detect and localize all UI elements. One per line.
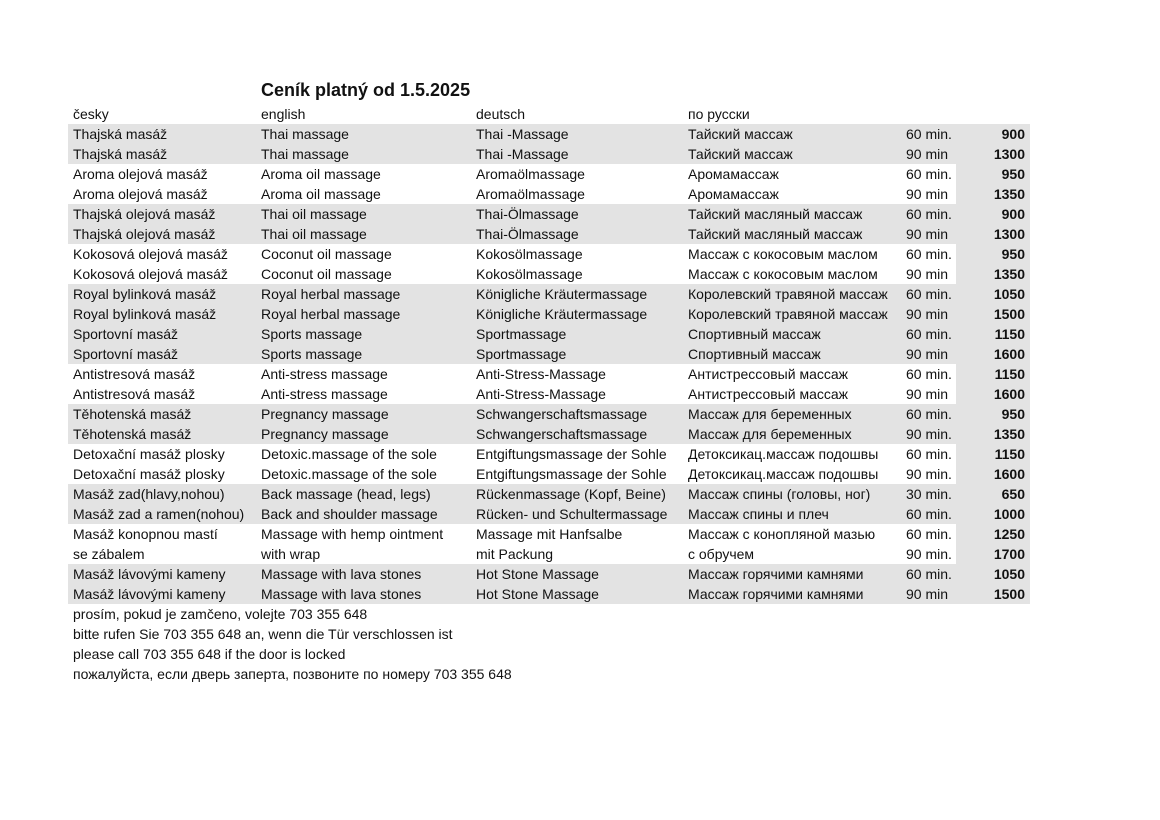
czech-name-cell: Sportovní masáž [73, 326, 179, 342]
russian-name-cell: Массаж с кокосовым маслом [688, 246, 878, 262]
russian-name-cell: Детоксикац.массаж подошвы [688, 466, 879, 482]
czech-name-cell: Kokosová olejová masáž [73, 266, 228, 282]
table-row [68, 304, 1030, 324]
english-name-cell: Pregnancy massage [261, 426, 389, 442]
english-name-cell: Massage with lava stones [261, 566, 422, 582]
table-row [68, 244, 1030, 264]
price-cell: 1350 [993, 426, 1025, 442]
german-name-cell: Kokosölmassage [476, 246, 583, 262]
price-cell: 1300 [993, 146, 1025, 162]
header-german: deutsch [476, 106, 526, 122]
price-cell: 1600 [993, 386, 1025, 402]
table-row [68, 364, 1030, 384]
duration-cell: 60 min. [906, 506, 952, 522]
czech-name-cell: Detoxační masáž plosky [73, 466, 225, 482]
duration-cell: 60 min. [906, 566, 952, 582]
duration-cell: 60 min. [906, 446, 952, 462]
duration-cell: 60 min. [906, 366, 952, 382]
price-cell: 950 [1001, 246, 1025, 262]
german-name-cell: mit Packung [476, 546, 554, 562]
table-row [68, 424, 1030, 444]
price-cell: 1150 [994, 446, 1025, 462]
czech-name-cell: Aroma olejová masáž [73, 166, 208, 182]
price-cell: 1350 [993, 186, 1025, 202]
price-cell: 1300 [993, 226, 1025, 242]
column-headers [68, 104, 1030, 124]
german-name-cell: Hot Stone Massage [476, 586, 599, 602]
price-cell: 900 [1001, 126, 1025, 142]
russian-name-cell: Тайский массаж [688, 126, 793, 142]
duration-cell: 60 min. [906, 166, 952, 182]
german-name-cell: Entgiftungsmassage der Sohle [476, 446, 667, 462]
czech-name-cell: Royal bylinková masáž [73, 306, 217, 322]
duration-cell: 60 min. [906, 326, 952, 342]
english-name-cell: Massage with lava stones [261, 586, 422, 602]
russian-name-cell: Аромамассаж [688, 166, 779, 182]
table-row [68, 584, 1030, 604]
english-name-cell: Anti-stress massage [261, 386, 388, 402]
russian-name-cell: Массаж для беременных [688, 406, 852, 422]
english-name-cell: Thai oil massage [261, 206, 367, 222]
czech-name-cell: Thajská masáž [73, 126, 168, 142]
russian-name-cell: Антистрессовый массаж [688, 386, 849, 402]
czech-name-cell: Aroma olejová masáž [73, 186, 208, 202]
duration-cell: 60 min. [906, 406, 952, 422]
duration-cell: 60 min. [906, 126, 952, 142]
german-name-cell: Hot Stone Massage [476, 566, 599, 582]
czech-name-cell: Sportovní masáž [73, 346, 179, 362]
duration-cell: 90 min [906, 306, 949, 322]
german-name-cell: Anti-Stress-Massage [476, 366, 606, 382]
czech-name-cell: Masáž konopnou mastí [73, 526, 218, 542]
price-cell: 1350 [993, 266, 1025, 282]
russian-name-cell: Аромамассаж [688, 186, 779, 202]
german-name-cell: Thai-Ölmassage [476, 206, 579, 222]
russian-name-cell: Тайский массаж [688, 146, 793, 162]
german-name-cell: Rückenmassage (Kopf, Beine) [476, 486, 666, 502]
table-row [68, 264, 1030, 284]
duration-cell: 90 min [906, 346, 949, 362]
czech-name-cell: Těhotenská masáž [73, 426, 192, 442]
duration-cell: 90 min [906, 186, 949, 202]
price-cell: 1500 [993, 586, 1025, 602]
table-row [68, 124, 1030, 144]
table-row [68, 524, 1030, 544]
german-name-cell: Thai-Ölmassage [476, 226, 579, 242]
page-title: Ceník platný od 1.5.2025 [261, 80, 471, 100]
price-cell: 1600 [993, 346, 1025, 362]
german-name-cell: Entgiftungsmassage der Sohle [476, 466, 667, 482]
english-name-cell: Aroma oil massage [261, 166, 381, 182]
english-name-cell: with wrap [261, 546, 321, 562]
czech-name-cell: Thajská masáž [73, 146, 168, 162]
german-name-cell: Schwangerschaftsmassage [476, 426, 648, 442]
duration-cell: 60 min. [906, 286, 952, 302]
czech-name-cell: Thajská olejová masáž [73, 206, 216, 222]
table-row [68, 144, 1030, 164]
german-name-cell: Thai -Massage [476, 146, 569, 162]
table-row [68, 224, 1030, 244]
russian-name-cell: с обручем [688, 546, 755, 562]
russian-name-cell: Королевский травяной массаж [688, 286, 888, 302]
german-name-cell: Aromaölmassage [476, 186, 585, 202]
english-name-cell: Anti-stress massage [261, 366, 388, 382]
note-line: please call 703 355 648 if the door is locked [73, 646, 346, 662]
table-row [68, 544, 1030, 564]
russian-name-cell: Массаж для беременных [688, 426, 852, 442]
english-name-cell: Massage with hemp ointment [261, 526, 444, 542]
russian-name-cell: Королевский травяной массаж [688, 306, 888, 322]
english-name-cell: Back and shoulder massage [261, 506, 438, 522]
russian-name-cell: Массаж с конопляной мазью [688, 526, 876, 542]
duration-cell: 90 min. [906, 426, 952, 442]
russian-name-cell: Детоксикац.массаж подошвы [688, 446, 879, 462]
price-cell: 1150 [994, 326, 1025, 342]
german-name-cell: Schwangerschaftsmassage [476, 406, 648, 422]
czech-name-cell: Kokosová olejová masáž [73, 246, 228, 262]
note-line: пожалуйста, если дверь заперта, позвоните по номеру 703 355 648 [73, 666, 512, 682]
duration-cell: 90 min [906, 146, 949, 162]
czech-name-cell: Masáž lávovými kameny [73, 566, 226, 582]
german-name-cell: Anti-Stress-Massage [476, 386, 606, 402]
table-row [68, 384, 1030, 404]
english-name-cell: Thai massage [261, 126, 349, 142]
table-row [68, 204, 1030, 224]
english-name-cell: Thai oil massage [261, 226, 367, 242]
english-name-cell: Sports massage [261, 346, 363, 362]
english-name-cell: Coconut oil massage [261, 246, 392, 262]
table-row [68, 464, 1030, 484]
czech-name-cell: se zábalem [73, 546, 145, 562]
english-name-cell: Pregnancy massage [261, 406, 389, 422]
russian-name-cell: Массаж спины (головы, ног) [688, 486, 871, 502]
duration-cell: 30 min. [906, 486, 952, 502]
price-cell: 1050 [993, 566, 1025, 582]
price-cell: 1500 [993, 306, 1025, 322]
russian-name-cell: Массаж с кокосовым маслом [688, 266, 878, 282]
czech-name-cell: Masáž lávovými kameny [73, 586, 226, 602]
english-name-cell: Sports massage [261, 326, 363, 342]
price-cell: 1150 [994, 366, 1025, 382]
english-name-cell: Aroma oil massage [261, 186, 381, 202]
german-name-cell: Rücken- und Schultermassage [476, 506, 668, 522]
german-name-cell: Sportmassage [476, 326, 567, 342]
note-line: bitte rufen Sie 703 355 648 an, wenn die Tür verschlossen ist [73, 626, 453, 642]
price-cell: 1600 [993, 466, 1025, 482]
price-cell: 1250 [993, 526, 1025, 542]
russian-name-cell: Тайский масляный массаж [688, 226, 863, 242]
duration-cell: 90 min [906, 226, 949, 242]
duration-cell: 60 min. [906, 206, 952, 222]
russian-name-cell: Массаж спины и плеч [688, 506, 829, 522]
czech-name-cell: Těhotenská masáž [73, 406, 192, 422]
german-name-cell: Aromaölmassage [476, 166, 585, 182]
russian-name-cell: Антистрессовый массаж [688, 366, 849, 382]
table-row [68, 484, 1030, 504]
german-name-cell: Thai -Massage [476, 126, 569, 142]
english-name-cell: Coconut oil massage [261, 266, 392, 282]
russian-name-cell: Тайский масляный массаж [688, 206, 863, 222]
table-row [68, 284, 1030, 304]
german-name-cell: Kokosölmassage [476, 266, 583, 282]
czech-name-cell: Thajská olejová masáž [73, 226, 216, 242]
price-cell: 650 [1001, 486, 1025, 502]
german-name-cell: Sportmassage [476, 346, 567, 362]
table-row [68, 164, 1030, 184]
duration-cell: 90 min [906, 266, 949, 282]
english-name-cell: Detoxic.massage of the sole [261, 466, 437, 482]
note-line: prosím, pokud je zamčeno, volejte 703 355 648 [73, 606, 368, 622]
czech-name-cell: Antistresová masáž [73, 366, 196, 382]
table-row [68, 504, 1030, 524]
duration-cell: 60 min. [906, 246, 952, 262]
german-name-cell: Königliche Kräutermassage [476, 286, 648, 302]
table-row [68, 184, 1030, 204]
duration-cell: 90 min. [906, 546, 952, 562]
price-cell: 900 [1001, 206, 1025, 222]
duration-cell: 60 min. [906, 526, 952, 542]
table-row [68, 344, 1030, 364]
header-english: english [261, 106, 306, 122]
czech-name-cell: Detoxační masáž plosky [73, 446, 225, 462]
english-name-cell: Royal herbal massage [261, 286, 401, 302]
header-czech: česky [73, 106, 109, 122]
russian-name-cell: Спортивный массаж [688, 326, 821, 342]
duration-cell: 90 min. [906, 466, 952, 482]
price-cell: 1050 [993, 286, 1025, 302]
duration-cell: 90 min [906, 386, 949, 402]
price-cell: 950 [1001, 166, 1025, 182]
table-row [68, 444, 1030, 464]
english-name-cell: Royal herbal massage [261, 306, 401, 322]
german-name-cell: Massage mit Hanfsalbe [476, 526, 623, 542]
czech-name-cell: Masáž zad(hlavy,nohou) [73, 486, 225, 502]
price-cell: 950 [1001, 406, 1025, 422]
duration-cell: 90 min [906, 586, 949, 602]
czech-name-cell: Royal bylinková masáž [73, 286, 217, 302]
english-name-cell: Back massage (head, legs) [261, 486, 431, 502]
price-cell: 1700 [993, 546, 1025, 562]
table-row [68, 324, 1030, 344]
header-russian: по русски [688, 106, 750, 122]
notes [73, 604, 512, 684]
russian-name-cell: Массаж горячими камнями [688, 586, 864, 602]
german-name-cell: Königliche Kräutermassage [476, 306, 648, 322]
table-row [68, 564, 1030, 584]
czech-name-cell: Antistresová masáž [73, 386, 196, 402]
english-name-cell: Detoxic.massage of the sole [261, 446, 437, 462]
russian-name-cell: Массаж горячими камнями [688, 566, 864, 582]
table-row [68, 404, 1030, 424]
price-table [68, 124, 1030, 604]
english-name-cell: Thai massage [261, 146, 349, 162]
price-cell: 1000 [993, 506, 1025, 522]
czech-name-cell: Masáž zad a ramen(nohou) [73, 506, 245, 522]
russian-name-cell: Спортивный массаж [688, 346, 821, 362]
